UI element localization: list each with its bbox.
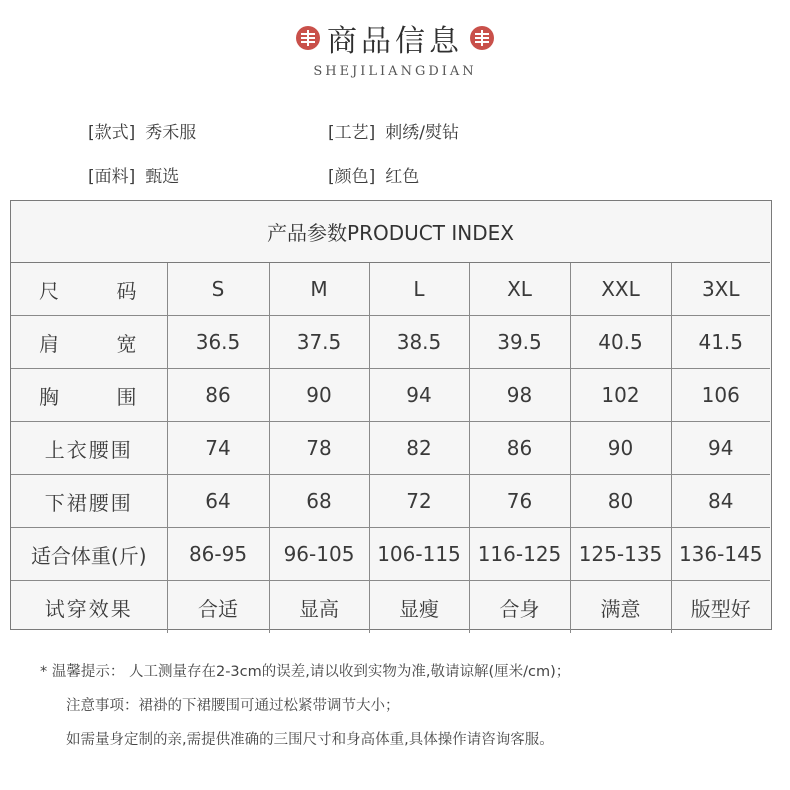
info-craft [328,118,459,143]
row-label: 上衣腰围 [11,422,167,475]
table-cell: 102 [570,369,671,422]
table-cell: 39.5 [469,316,570,369]
table-cell: 68 [269,475,369,528]
table-cell: 96-105 [269,528,369,581]
table-cell: 86-95 [167,528,269,581]
table-cell: 136-145 [671,528,770,581]
page-subtitle: SHEJILIANGDIAN [313,64,477,79]
emblem-left-icon [295,25,321,51]
table-cell: 125-135 [570,528,671,581]
table-cell: 86 [469,422,570,475]
table-row [11,316,770,369]
table-cell: 98 [469,369,570,422]
note-tip: * 温馨提示： 人工测量存在2-3cm的误差,请以收到实物为准,敬请谅解(厘米/cm)； [40,664,571,680]
table-cell: 37.5 [269,316,369,369]
note-custom: 如需量身定制的亲,需提供准确的三围尺寸和身高体重,具体操作请咨询客服。 [66,732,554,748]
table-cell: M [269,263,369,316]
table-row [11,263,770,316]
table-cell: 满意 [570,581,671,634]
info-color [328,162,419,187]
page-title: 商品信息 [327,24,463,59]
info-tag: [工艺] [328,123,376,143]
table-row [11,528,770,581]
table-cell: 版型好 [671,581,770,634]
table-cell: 84 [671,475,770,528]
row-label: 胸 围 [11,369,167,422]
row-label: 尺 码 [11,263,167,316]
row-label: 适合体重(斤) [11,528,167,581]
size-table [10,200,772,630]
table-cell: 94 [671,422,770,475]
table-cell: 40.5 [570,316,671,369]
table-cell: 38.5 [369,316,469,369]
note-attention: 注意事项：裙褂的下裙腰围可通过松紧带调节大小； [66,698,400,714]
header [0,0,790,90]
table-cell: 41.5 [671,316,770,369]
table-row [11,581,770,634]
table-cell: 64 [167,475,269,528]
table-cell: 106 [671,369,770,422]
info-tag: [款式] [88,123,136,143]
row-label: 下裙腰围 [11,475,167,528]
table-cell: 90 [570,422,671,475]
table-cell: L [369,263,469,316]
info-fabric [88,162,179,187]
table-cell: 显高 [269,581,369,634]
info-style [88,118,196,143]
table-cell: 90 [269,369,369,422]
table-cell: XXL [570,263,671,316]
row-label: 试穿效果 [11,581,167,634]
table-cell: 72 [369,475,469,528]
table-row [11,369,770,422]
table-cell: 合适 [167,581,269,634]
table-cell: 78 [269,422,369,475]
info-value: 红色 [385,167,420,187]
info-value: 甄选 [145,167,180,187]
title-row [0,16,790,60]
table-cell: 36.5 [167,316,269,369]
table-cell: 116-125 [469,528,570,581]
table-cell: 94 [369,369,469,422]
table-row [11,422,770,475]
emblem-right-icon [469,25,495,51]
table-title: 产品参数PRODUCT INDEX [11,201,770,263]
table-cell: S [167,263,269,316]
table-cell: 106-115 [369,528,469,581]
info-value: 刺绣/熨钻 [385,123,459,143]
table-cell: XL [469,263,570,316]
info-tag: [颜色] [328,167,376,187]
table-cell: 合身 [469,581,570,634]
table-cell: 86 [167,369,269,422]
size-grid [11,263,770,633]
info-value: 秀禾服 [145,123,197,143]
table-cell: 76 [469,475,570,528]
table-row [11,475,770,528]
table-cell: 80 [570,475,671,528]
table-cell: 显瘦 [369,581,469,634]
row-label: 肩 宽 [11,316,167,369]
table-cell: 3XL [671,263,770,316]
info-tag: [面料] [88,167,136,187]
table-cell: 74 [167,422,269,475]
table-cell: 82 [369,422,469,475]
